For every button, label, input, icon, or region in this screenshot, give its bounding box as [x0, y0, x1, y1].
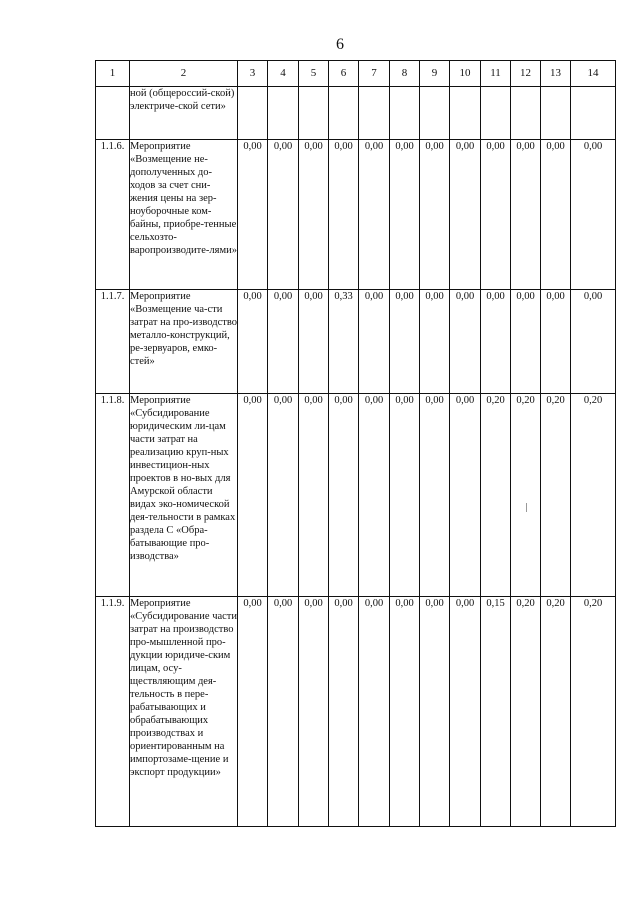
value-cell: [390, 87, 420, 140]
col-header-14: 14: [571, 61, 616, 87]
value-cell: 0,00: [299, 140, 329, 290]
value-cell: 0,20: [511, 597, 541, 827]
value-cell: 0,00: [238, 394, 268, 597]
row-number: 1.1.6.: [96, 140, 130, 290]
value-cell: 0,00: [450, 290, 481, 394]
value-cell: 0,00: [390, 290, 420, 394]
value-cell: 0,00: [571, 140, 616, 290]
value-cell: 0,00: [268, 140, 299, 290]
value-cell: [268, 87, 299, 140]
value-cell: 0,00: [268, 290, 299, 394]
col-header-8: 8: [390, 61, 420, 87]
value-cell: 0,00: [450, 394, 481, 597]
value-cell: 0,00: [481, 290, 511, 394]
value-cell: 0,00: [541, 290, 571, 394]
col-header-5: 5: [299, 61, 329, 87]
measure-description: Мероприятие «Субсидирование юридическим ли-цам части затрат на реализацию круп-ных инвестицион-ных проектов в но-вых для Амурской области видах эко-номической дея-тельности в рамках раздела С «Обра-батывающие про-изводства»: [130, 394, 238, 597]
value-cell: [329, 87, 359, 140]
value-cell: 0,00: [238, 140, 268, 290]
value-cell: [571, 87, 616, 140]
value-cell: [238, 87, 268, 140]
value-cell: [359, 87, 390, 140]
page-number: 6: [336, 36, 344, 53]
value-cell: 0,20: [541, 394, 571, 597]
value-cell: 0,00: [329, 140, 359, 290]
value-cell: 0,00: [299, 394, 329, 597]
value-cell: 0,20: [541, 597, 571, 827]
value-cell: 0,00: [329, 394, 359, 597]
value-cell: [299, 87, 329, 140]
col-header-3: 3: [238, 61, 268, 87]
value-cell: 0,00: [359, 597, 390, 827]
col-header-12: 12: [511, 61, 541, 87]
row-number: 1.1.7.: [96, 290, 130, 394]
value-cell: 0,00: [420, 140, 450, 290]
col-header-4: 4: [268, 61, 299, 87]
value-cell: 0,33: [329, 290, 359, 394]
value-cell: 0,00: [390, 394, 420, 597]
measure-description: Мероприятие «Субсидирование части затрат на производство про-мышленной про-дукции юридиче-ским лицам, осу-ществляющим дея-тельность в пере-рабатывающих и обрабатывающих производствах и ориентированным на импортозаме-щение и экспорт продукции»: [130, 597, 238, 827]
value-cell: 0,00: [238, 290, 268, 394]
value-cell: 0,00: [390, 140, 420, 290]
value-cell: [541, 87, 571, 140]
value-cell: 0,00: [450, 140, 481, 290]
table-row: [96, 140, 616, 290]
row-number: [96, 87, 130, 140]
value-cell: 0,15: [481, 597, 511, 827]
value-cell: 0,00: [481, 140, 511, 290]
col-header-10: 10: [450, 61, 481, 87]
col-header-9: 9: [420, 61, 450, 87]
value-cell: 0,00: [268, 597, 299, 827]
value-cell: [481, 87, 511, 140]
col-header-6: 6: [329, 61, 359, 87]
value-cell: 0,00: [359, 290, 390, 394]
value-cell: 0,00: [571, 290, 616, 394]
value-cell: 0,00: [420, 597, 450, 827]
col-header-1: 1: [96, 61, 130, 87]
value-cell: [511, 87, 541, 140]
measure-description: ной (общероссий-ской) электриче-ской сети»: [130, 87, 238, 140]
value-cell: 0,00: [420, 290, 450, 394]
header-row: [96, 61, 616, 87]
scan-speck: [526, 503, 527, 512]
measure-description: Мероприятие «Возмещение не-дополученных до-ходов за счет сни-жения цены на зер-ноуборочные ком-байны, приобре-тенные сельхозто-варопроизводите-лями»: [130, 140, 238, 290]
value-cell: 0,00: [511, 140, 541, 290]
value-cell: 0,00: [420, 394, 450, 597]
value-cell: 0,00: [329, 597, 359, 827]
value-cell: 0,00: [359, 140, 390, 290]
value-cell: 0,20: [571, 597, 616, 827]
row-number: 1.1.9.: [96, 597, 130, 827]
value-cell: [450, 87, 481, 140]
measure-description: Мероприятие «Возмещение ча-сти затрат на про-изводство металло-конструкций, ре-зервуаров, емко-стей»: [130, 290, 238, 394]
value-cell: 0,00: [359, 394, 390, 597]
table-row: [96, 290, 616, 394]
col-header-7: 7: [359, 61, 390, 87]
table-row: [96, 87, 616, 140]
value-cell: 0,20: [481, 394, 511, 597]
table-row: [96, 597, 616, 827]
row-number: 1.1.8.: [96, 394, 130, 597]
value-cell: 0,20: [571, 394, 616, 597]
value-cell: [420, 87, 450, 140]
budget-table: [95, 60, 616, 827]
col-header-11: 11: [481, 61, 511, 87]
col-header-2: 2: [130, 61, 238, 87]
value-cell: 0,00: [390, 597, 420, 827]
value-cell: 0,00: [541, 140, 571, 290]
value-cell: 0,20: [511, 394, 541, 597]
table-row: [96, 394, 616, 597]
value-cell: 0,00: [238, 597, 268, 827]
value-cell: 0,00: [511, 290, 541, 394]
value-cell: 0,00: [299, 290, 329, 394]
value-cell: 0,00: [450, 597, 481, 827]
value-cell: 0,00: [299, 597, 329, 827]
col-header-13: 13: [541, 61, 571, 87]
value-cell: 0,00: [268, 394, 299, 597]
